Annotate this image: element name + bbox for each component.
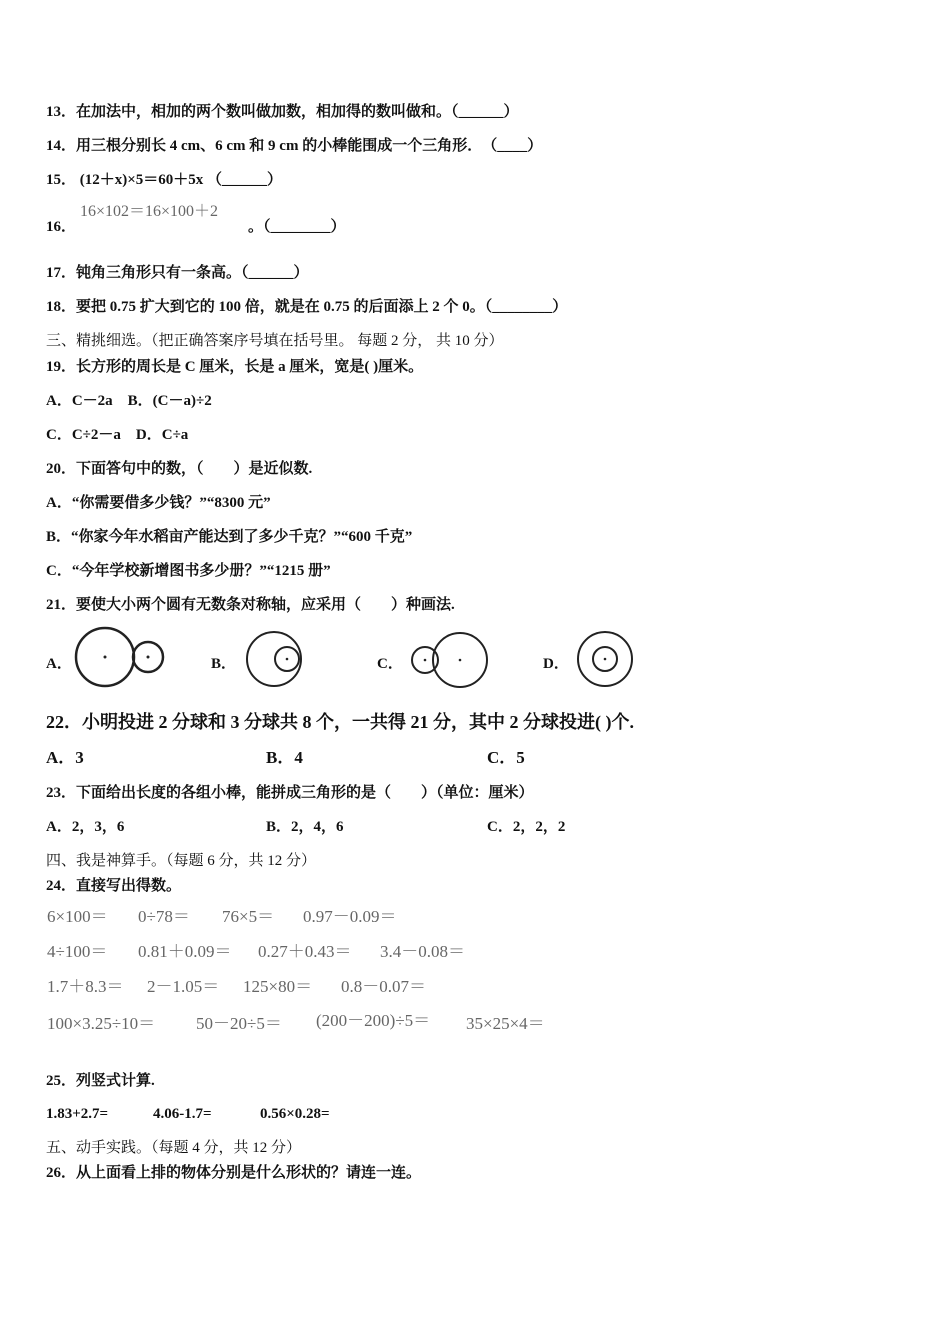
circles-figure-d — [574, 628, 638, 692]
circles-figure-a — [72, 624, 168, 690]
q21-label-d: D． — [543, 656, 569, 672]
question-16-number: 16． — [46, 219, 77, 235]
section-3-heading: 三、精挑细选。（把正确答案序号填在括号里。 每题 2 分， 共 10 分） — [46, 333, 504, 349]
question-26: 26．从上面看上排的物体分别是什么形状的？请连一连。 — [46, 1165, 422, 1181]
question-20-option-a: A．“你需要借多少钱？”“8300 元” — [46, 495, 271, 511]
calc-item: 35×25×4＝ — [466, 1014, 545, 1033]
calc-item: 2－1.05＝ — [147, 977, 220, 996]
question-25: 25．列竖式计算. — [46, 1073, 155, 1089]
calc-item: (200－200)÷5＝ — [316, 1011, 431, 1030]
question-23-option-a: A．2，3，6 — [46, 819, 125, 835]
section-5-heading: 五、动手实践。（每题 4 分，共 12 分） — [46, 1140, 302, 1156]
section-4-heading: 四、我是神算手。（每题 6 分，共 12 分） — [46, 853, 317, 869]
calc-item: 0.8－0.07＝ — [341, 977, 426, 996]
question-13: 13．在加法中，相加的两个数叫做加数，相加得的数叫做和。（______） — [46, 104, 519, 120]
question-16-blank: 。（________） — [248, 219, 346, 235]
question-17: 17．钝角三角形只有一条高。（______） — [46, 265, 309, 281]
question-20-option-c: C．“今年学校新增图书多少册？”“1215 册” — [46, 563, 331, 579]
vertical-calc-item: 4.06-1.7= — [153, 1106, 212, 1122]
question-23: 23．下面给出长度的各组小棒，能拼成三角形的是（ ）（单位：厘米） — [46, 785, 534, 801]
calc-item: 0.97－0.09＝ — [303, 907, 397, 926]
question-19: 19．长方形的周长是 C 厘米，长是 a 厘米，宽是( )厘米。 — [46, 359, 424, 375]
calc-item: 100×3.25÷10＝ — [47, 1014, 156, 1033]
question-20-option-b: B．“你家今年水稻亩产能达到了多少千克？”“600 千克” — [46, 529, 413, 545]
calc-item: 4÷100＝ — [47, 942, 108, 961]
question-22: 22．小明投进 2 分球和 3 分球共 8 个，一共得 21 分，其中 2 分球投进( )个. — [46, 712, 634, 732]
calc-item: 125×80＝ — [243, 977, 313, 996]
question-14: 14．用三根分别长 4 cm、6 cm 和 9 cm 的小棒能围成一个三角形． （____） — [46, 138, 543, 154]
question-19-options-cd: C．C÷2－a D．C÷a — [46, 427, 189, 443]
question-22-option-a: A．3 — [46, 748, 84, 767]
calc-item: 76×5＝ — [222, 907, 275, 926]
question-18: 18．要把 0.75 扩大到它的 100 倍，就是在 0.75 的后面添上 2 个 0。（________） — [46, 299, 568, 315]
question-24: 24．直接写出得数。 — [46, 878, 182, 894]
vertical-calc-item: 0.56×0.28= — [260, 1106, 330, 1122]
calc-item: 0.27＋0.43＝ — [258, 942, 352, 961]
calc-item: 0÷78＝ — [138, 907, 190, 926]
question-22-option-c: C．5 — [487, 748, 525, 767]
question-19-options-ab: A．C－2a B．(C－a)÷2 — [46, 393, 212, 409]
circles-figure-b — [243, 628, 307, 692]
circles-figure-c — [407, 628, 493, 692]
question-23-option-c: C．2，2，2 — [487, 819, 566, 835]
calc-item: 1.7＋8.3＝ — [47, 977, 124, 996]
calc-item: 3.4－0.08＝ — [380, 942, 465, 961]
q21-label-b: B． — [211, 656, 237, 672]
question-15: 15． (12＋x)×5＝60＋5x （______） — [46, 172, 283, 188]
calc-item: 50－20÷5＝ — [196, 1014, 282, 1033]
question-22-option-b: B．4 — [266, 748, 303, 767]
question-23-option-b: B．2，4，6 — [266, 819, 344, 835]
q21-label-a: A． — [46, 656, 72, 672]
calc-item: 0.81＋0.09＝ — [138, 942, 232, 961]
vertical-calc-item: 1.83+2.7= — [46, 1106, 109, 1122]
question-21: 21．要使大小两个圆有无数条对称轴，应采用（ ）种画法. — [46, 597, 455, 613]
q21-label-c: C． — [377, 656, 403, 672]
question-20: 20．下面答句中的数，（ ）是近似数. — [46, 461, 313, 477]
question-16-equation: 16×102＝16×100＋2 — [80, 203, 219, 220]
calc-item: 6×100＝ — [47, 907, 108, 926]
